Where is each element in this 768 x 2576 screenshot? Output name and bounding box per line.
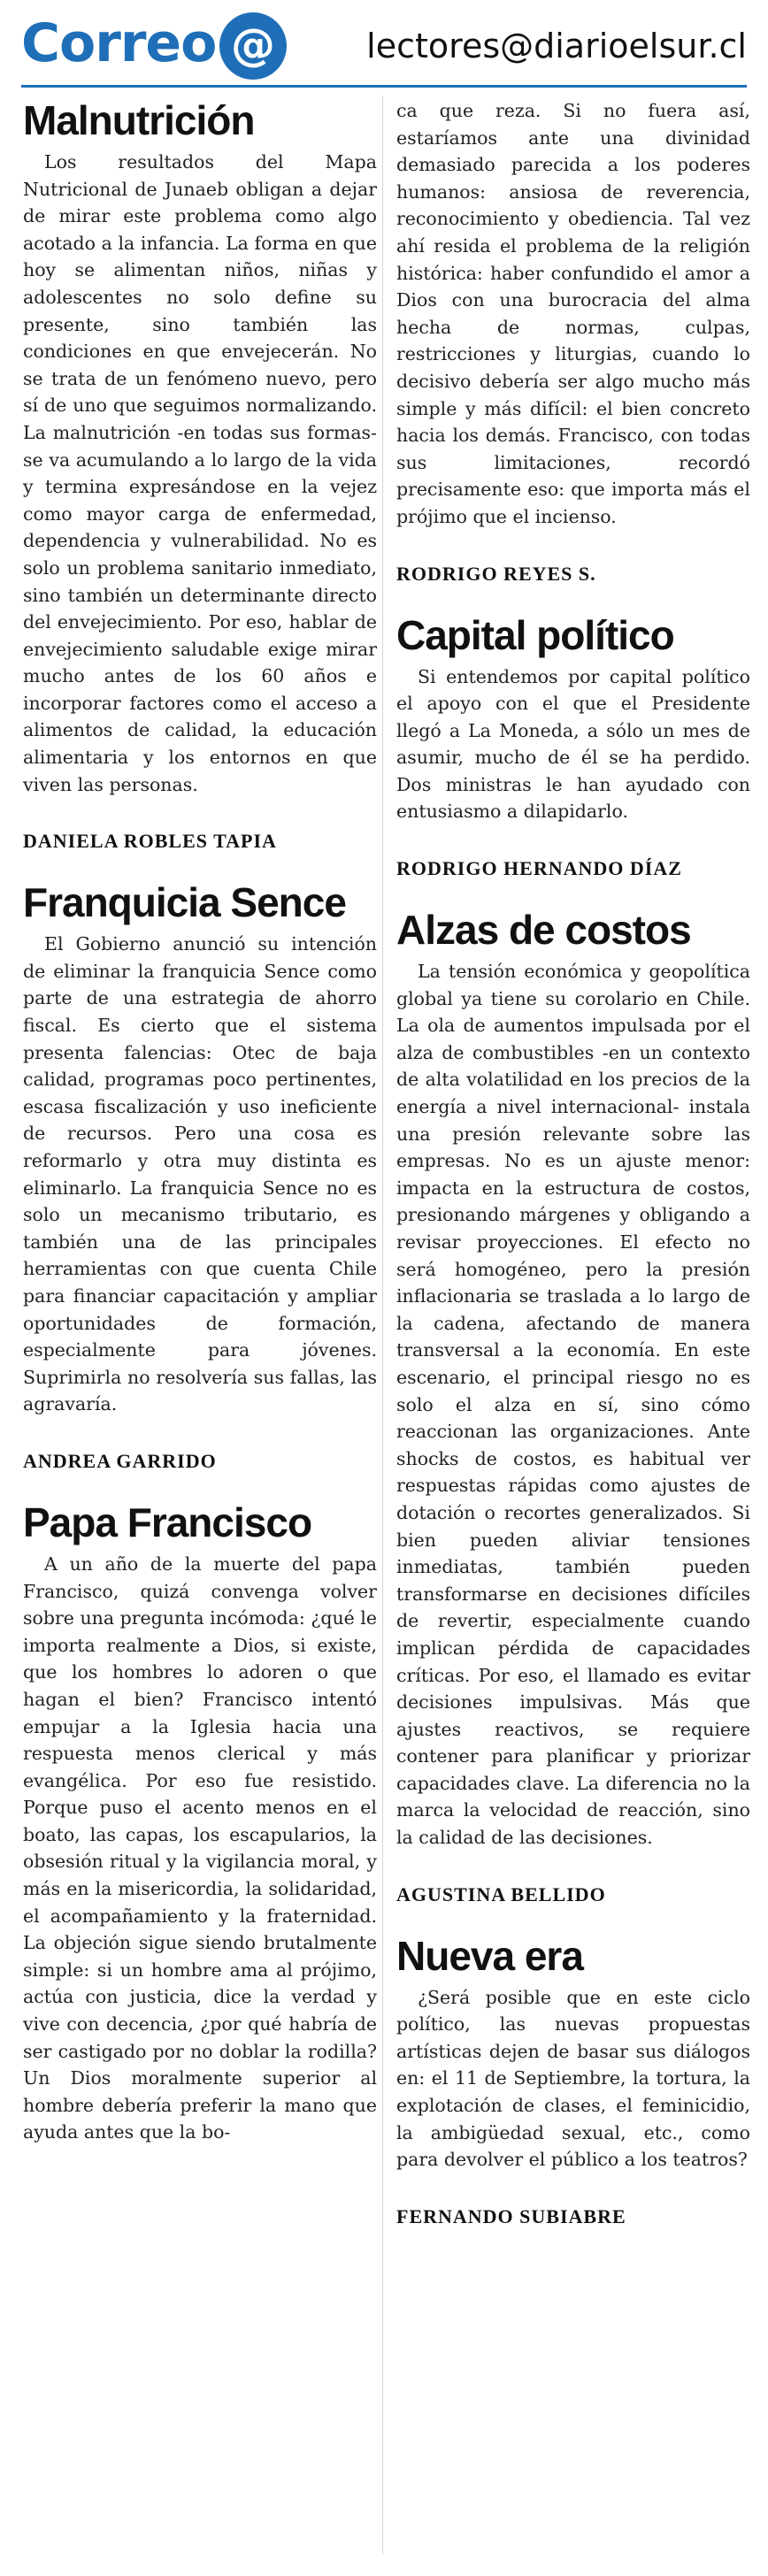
letter-malnutricion — [23, 97, 377, 853]
letter-title: Franquicia Sence — [23, 879, 346, 926]
letter-author: RODRIGO REYES S. — [396, 562, 596, 585]
letter-nueva-era — [396, 1933, 750, 2228]
letter-body: A un año de la muerte del papa Francisco, quizá convenga volver sobre una pregunta incómoda: ¿qué le importa realmente a Dios, si existe, que los hombres lo adoren o que hagan el bien? Francisco intentó empujar a la Iglesia hacia una respuesta menos clerical y más evangélica. Por eso fue resistido. Porque puso el acento menos en el boato, las capas, los escapularios, la obsesión ritual y la vigilancia moral, y más en la misericordia, la solidaridad, el acompañamiento y la fraternidad. La objeción sigue siendo brutalmente simple: si un hombre ama al prójimo, actúa con justicia, dice la verdad y vive con decencia, ¿por qué habría de ser castigado por no doblar la rodilla? Un Dios moralmente superior al hombre debería preferir la mano que ayuda antes que la bo- — [23, 1552, 377, 2143]
left-column — [23, 97, 377, 2146]
letter-papa-francisco-continued — [396, 97, 750, 586]
header-rule — [21, 85, 747, 88]
section-brand: Correo — [21, 12, 217, 74]
section-header — [0, 0, 768, 88]
letter-author: ANDREA GARRIDO — [23, 1449, 217, 1472]
letter-body: Si entendemos por capital político el apoyo con el que el Presidente llegó a La Moneda, a sólo un mes de asumir, mucho de él se ha perdido. Dos ministras le han ayudado con entusiasmo a dilapidarlo. — [396, 665, 750, 823]
letter-title: Capital político — [396, 611, 674, 658]
letter-title: Nueva era — [396, 1932, 583, 1979]
column-divider — [382, 96, 383, 2555]
letter-papa-francisco — [23, 1499, 377, 2146]
at-sign-icon — [218, 11, 288, 81]
contact-email[interactable]: lectores@diarioelsur.cl — [366, 27, 747, 65]
letter-title: Alzas de costos — [396, 907, 691, 954]
letter-title: Papa Francisco — [23, 1499, 312, 1545]
letter-body: Los resultados del Mapa Nutricional de Junaeb obligan a dejar de mirar este problema como algo acotado a la infancia. La forma en que hoy se alimentan niños, niñas y adolescentes no solo define su presente, sino también las condiciones en que envejecerán. No se trata de un fenómeno nuevo, pero sí de uno que seguimos normalizando. La malnutrición -en todas sus formas- se va acumulando a lo largo de la vida y termina expresándose en la vejez como mayor carga de enfermedad, dependencia y vulnerabilidad. No es solo un problema sanitario inmediato, sino también un determinante directo del envejecimiento. Por eso, hablar de envejecimiento saludable exige mirar mucho antes de los 60 años e incorporar factores como el acceso a alimentos de calidad, la educación alimentaria y los entornos en que viven las personas. — [23, 151, 377, 795]
letter-body: La tensión económica y geopolítica global ya tiene su corolario en Chile. La ola de aumentos impulsada por el alza de combustibles -en un contexto de alta volatilidad en los precios de la energía a nivel internacional- instala una presión relevante sobre las empresas. No es un ajuste menor: impacta en la estructura de costos, presionando márgenes y obligando a revisar proyecciones. El efecto no será homogéneo, pero la presión inflacionaria se traslada a lo largo de la cadena, afectando de manera transversal a la economía. En este escenario, el principal riesgo no es solo el alza en sí, sino cómo reaccionan las organizaciones. Ante shocks de costos, es habitual ver respuestas rápidas como ajustes de dotación o recortes generalizados. Si bien pueden aliviar tensiones inmediatas, también pueden transformarse en decisiones difíciles de revertir, especialmente cuando implican pérdida de capacidades críticas. Por eso, el llamado es evitar decisiones impulsivas. Más que ajustes reactivos, se requiere contener para planificar y priorizar capacidades clave. La diferencia no la marca la velocidad de reacción, sino la calidad de las decisiones. — [396, 961, 750, 1849]
letter-franquicia-sence — [23, 879, 377, 1473]
letter-author: AGUSTINA BELLIDO — [396, 1882, 606, 1905]
svg-text:@: @ — [231, 19, 275, 71]
letter-author: DANIELA ROBLES TAPIA — [23, 830, 277, 853]
letter-body: ¿Será posible que en este ciclo político, las nuevas propuestas artísticas dejen de basar sus diálogos en: el 11 de Septiembre, la tortura, la explotación de clases, el feminicidio, la ambigüedad sexual, etc., como para devolver el público a los teatros? — [396, 1986, 750, 2171]
letter-author: RODRIGO HERNANDO DÍAZ — [396, 857, 682, 880]
letter-capital-politico — [396, 612, 750, 881]
letter-title: Malnutrición — [23, 97, 255, 143]
right-column — [396, 97, 750, 2255]
letter-alzas-de-costos — [396, 907, 750, 1906]
letter-body-continued: ca que reza. Si no fuera así, estaríamos ante una divinidad demasiado parecida a los poderes humanos: ansiosa de reverencia, reconocimiento y obediencia. Tal vez ahí resida el problema de la religión histórica: haber confundido el amor a Dios con una burocracia del alma hecha de normas, culpas, restricciones y liturgias, cuando lo decisivo debería ser algo mucho más simple y más difícil: el bien concreto hacia los demás. Francisco, con todas sus limitaciones, recordó precisamente eso: que importa más el prójimo que el incienso. — [396, 100, 750, 527]
letter-body: El Gobierno anunció su intención de eliminar la franquicia Sence como parte de una estrategia de ahorro fiscal. Es cierto que el sistema presenta falencias: Otec de baja calidad, programas poco pertinentes, escasa fiscalización y uso ineficiente de recursos. Pero una cosa es reformarlo y otra muy distinta es eliminarlo. La franquicia Sence no es solo un mecanismo tributario, es también una de las principales herramientas con que cuenta Chile para financiar capacitación y ampliar oportunidades de formación, especialmente para jóvenes. Suprimirla no resolvería sus fallas, las agravaría. — [23, 933, 377, 1415]
letter-author: FERNANDO SUBIABRE — [396, 2204, 626, 2227]
